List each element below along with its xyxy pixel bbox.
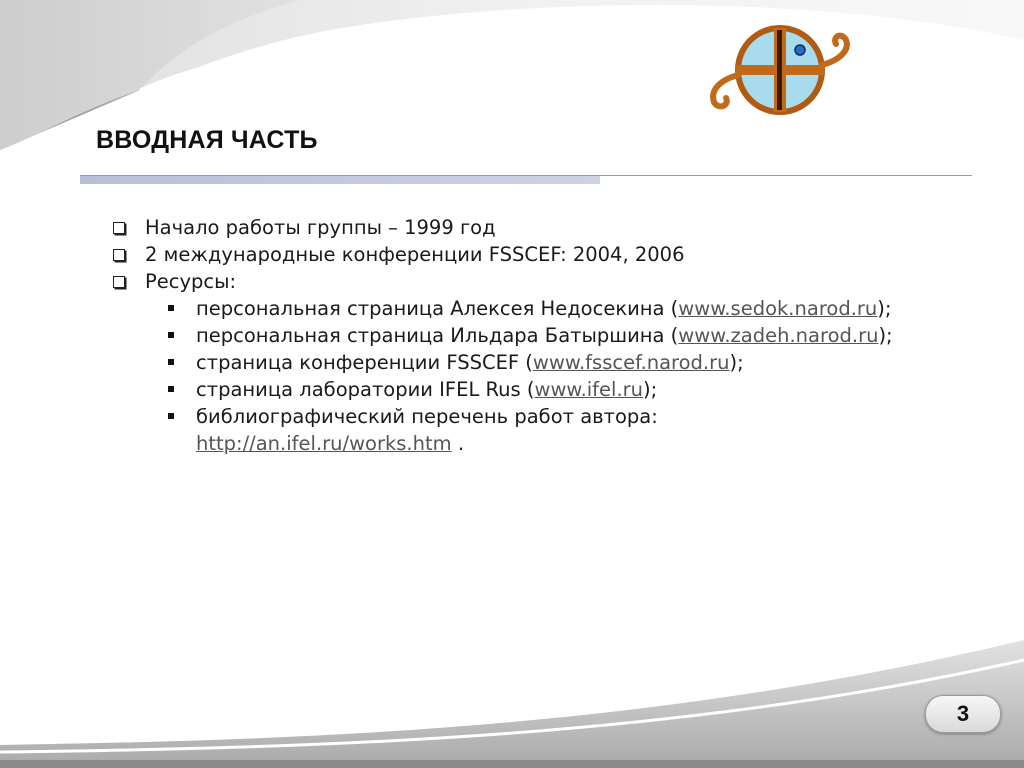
resource-text: библиографический перечень работ автора: — [196, 405, 658, 428]
resource-link[interactable]: www.sedok.narod.ru — [678, 297, 878, 320]
checkbox-bullet-icon — [113, 222, 125, 234]
square-bullet-icon — [168, 305, 174, 311]
resource-text: персональная страница Алексея Недосекина ( — [196, 297, 679, 320]
resource-link[interactable]: www.fsscef.narod.ru — [532, 351, 730, 374]
resource-text: ); — [877, 297, 892, 320]
page-number-badge — [925, 695, 1001, 733]
square-bullet-icon — [168, 413, 174, 419]
list-item — [110, 268, 930, 295]
checkbox-bullet-icon — [113, 276, 125, 288]
square-bullet-icon — [168, 332, 174, 338]
fuzzy-logic-emblem-icon — [700, 20, 860, 120]
resource-text: . — [451, 432, 465, 455]
checkbox-bullet-icon — [113, 249, 125, 261]
list-item — [110, 214, 930, 241]
resource-text: персональная страница Ильдара Батыршина ( — [196, 324, 679, 347]
title-divider — [80, 174, 972, 186]
slide-content — [110, 214, 930, 457]
resource-item — [110, 376, 930, 403]
list-item-text: 2 международные конференции FSSCEF: 2004, 2006 — [145, 243, 685, 266]
list-item-text: Начало работы группы – 1999 год — [145, 216, 496, 239]
page-number: 3 — [956, 701, 970, 726]
list-item — [110, 241, 930, 268]
resource-text: страница лаборатории IFEL Rus ( — [196, 378, 535, 401]
resource-text: ); — [729, 351, 744, 374]
resource-text: ); — [878, 324, 893, 347]
list-item-text: Ресурсы: — [145, 270, 237, 293]
resource-item — [110, 403, 930, 457]
resource-item — [110, 349, 930, 376]
square-bullet-icon — [168, 386, 174, 392]
resource-text: страница конференции FSSCEF ( — [196, 351, 533, 374]
square-bullet-icon — [168, 359, 174, 365]
resource-text: ); — [643, 378, 658, 401]
resource-link[interactable]: www.zadeh.narod.ru — [678, 324, 879, 347]
slide-title: ВВОДНАЯ ЧАСТЬ — [96, 126, 318, 154]
resource-item — [110, 295, 930, 322]
resource-link[interactable]: http://an.ifel.ru/works.htm — [196, 432, 452, 455]
resource-item — [110, 322, 930, 349]
resource-link[interactable]: www.ifel.ru — [534, 378, 644, 401]
